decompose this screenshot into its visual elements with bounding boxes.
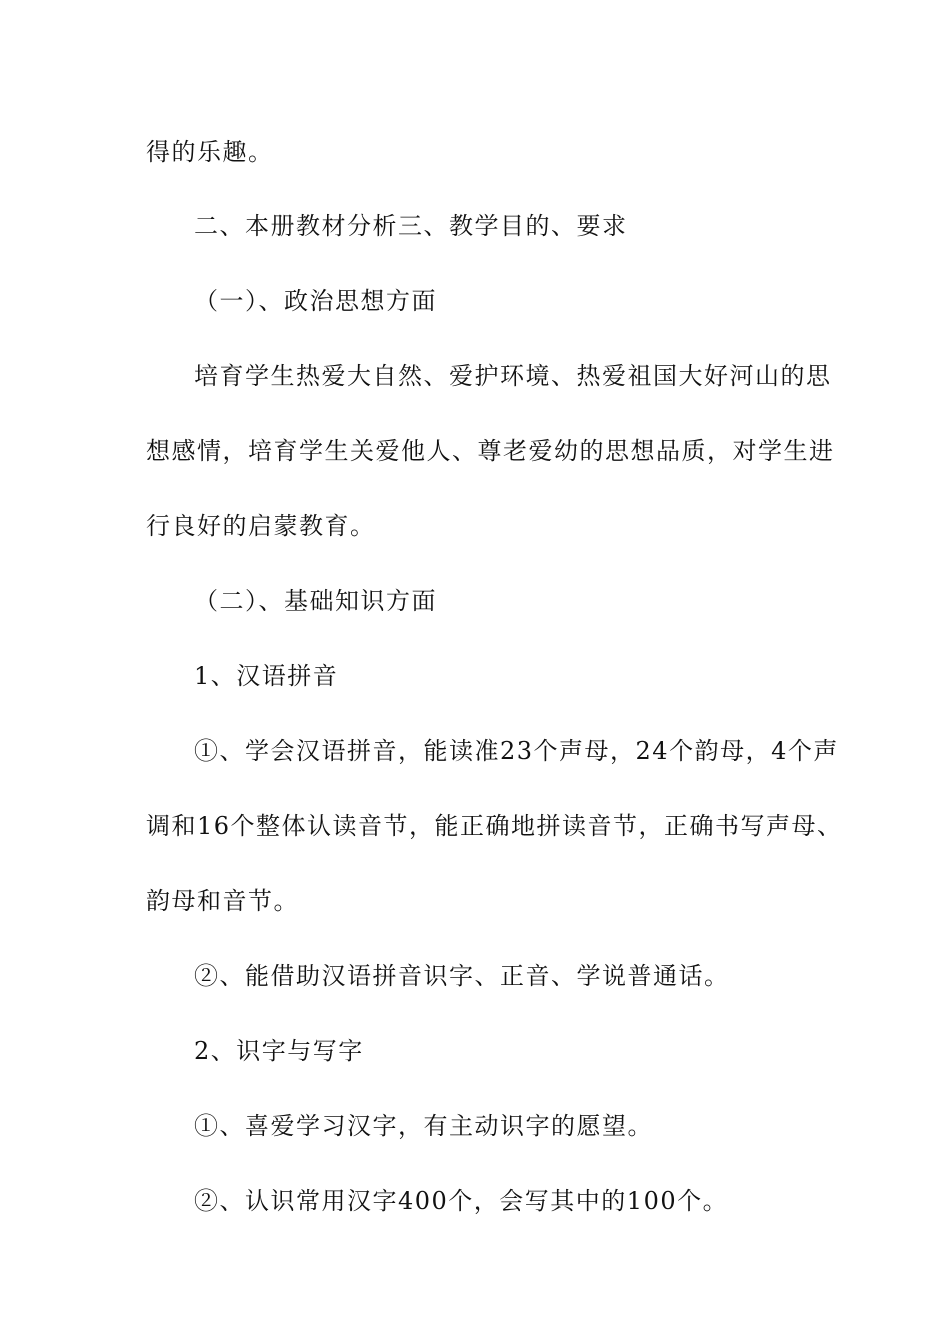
paragraph-line-political-1: 培育学生热爱大自然、爱护环境、热爱祖国大好河山的思 [194,362,832,390]
paragraph-line-political-3: 行良好的启蒙教育。 [146,512,376,540]
section-heading-2-3: 二、本册教材分析三、教学目的、要求 [194,212,628,240]
paragraph-line-pinyin-3: 韵母和音节。 [146,887,299,915]
item-heading-literacy: 2、识字与写字 [194,1037,364,1065]
paragraph-line-political-2: 想感情，培育学生关爱他人、尊老爱幼的思想品质，对学生进 [146,437,835,465]
paragraph-line-1: 得的乐趣。 [146,138,274,166]
paragraph-line-pinyin-2: 调和16个整体认读音节，能正确地拼读音节，正确书写声母、 [146,812,843,840]
subsection-heading-political: （一）、政治思想方面 [194,287,437,315]
paragraph-line-literacy-1: ①、喜爱学习汉字，有主动识字的愿望。 [194,1112,653,1140]
paragraph-line-pinyin-1: ①、学会汉语拼音，能读准23个声母，24个韵母，4个声 [194,737,839,765]
item-heading-pinyin: 1、汉语拼音 [194,662,339,690]
paragraph-line-literacy-2: ②、认识常用汉字400个，会写其中的100个。 [194,1187,729,1215]
paragraph-line-pinyin-4: ②、能借助汉语拼音识字、正音、学说普通话。 [194,962,730,990]
subsection-heading-basic-knowledge: （二）、基础知识方面 [194,587,437,615]
